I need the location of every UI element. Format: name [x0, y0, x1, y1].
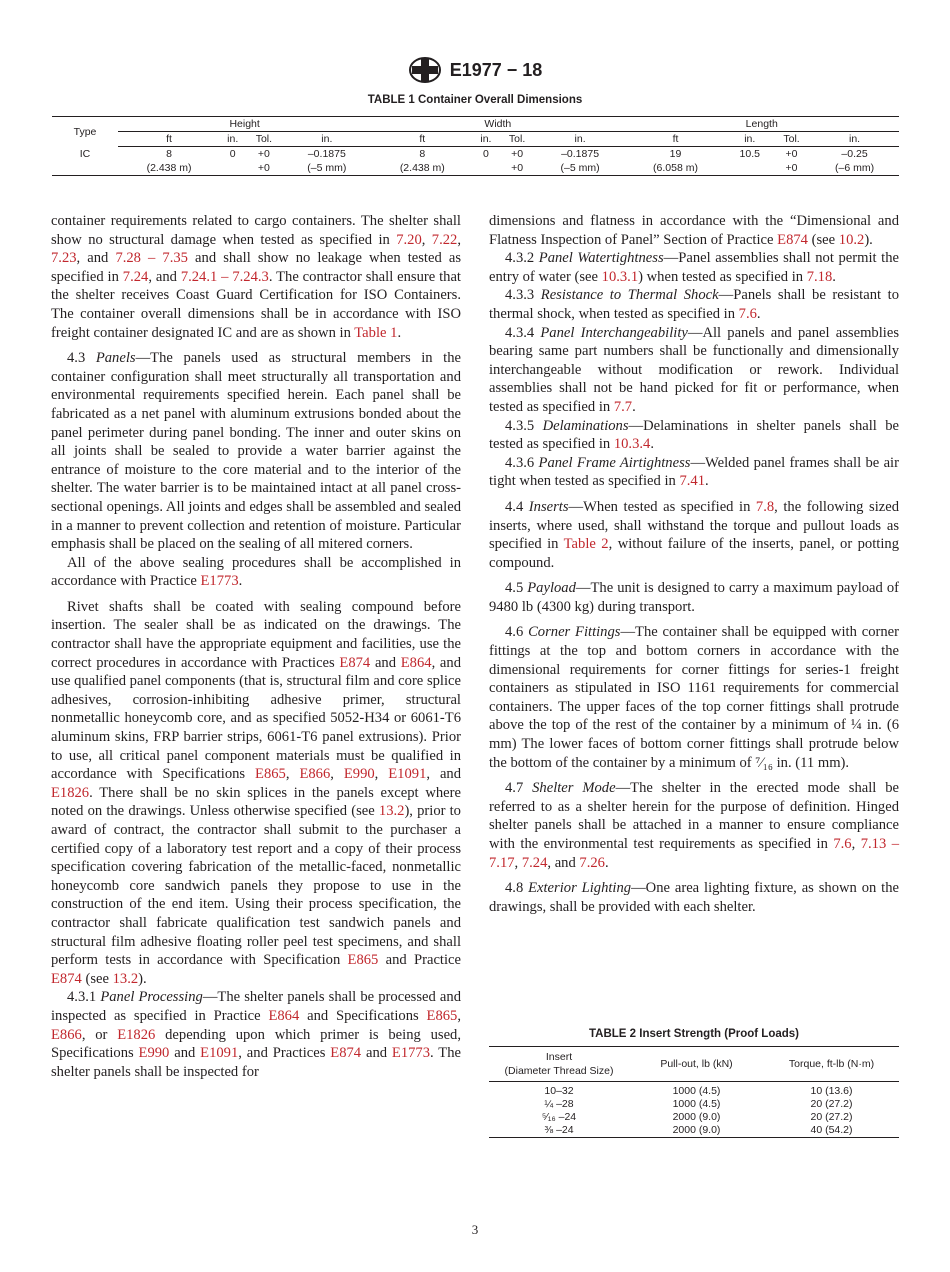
section-number: 4.5: [505, 580, 528, 597]
text-run: , and: [148, 268, 181, 285]
text-run: , or: [81, 1026, 118, 1043]
section-number: 4.6: [505, 624, 529, 641]
table2-cell: 1000 (4.5): [672, 1085, 721, 1097]
paragraph-4-3-3: [489, 286, 899, 323]
reference-link[interactable]: E874: [330, 1045, 362, 1062]
reference-link[interactable]: Table 2: [563, 536, 609, 553]
table1-cell: 10.5: [739, 148, 760, 160]
text-run: depending upon which primer is being used, Specifications: [51, 1026, 461, 1062]
table1-cell: +0: [511, 148, 524, 160]
table1-cell: [727, 161, 773, 176]
right-column: [489, 212, 899, 916]
table1-subheader: in.: [536, 132, 625, 147]
table1-subheader: Tol.: [245, 132, 282, 147]
reference-link[interactable]: 7.13 – 7.17: [489, 836, 900, 871]
text-run: (see: [807, 231, 839, 248]
section-title: Panel Processing: [100, 989, 203, 1006]
table1-subheader: in.: [220, 132, 245, 147]
reference-link[interactable]: 7.6: [738, 305, 757, 322]
text-run: ,: [330, 766, 344, 783]
table2-cell: ⁵⁄₁₆ –24: [541, 1111, 577, 1123]
table1-title: TABLE 1 Container Overall Dimensions: [367, 94, 583, 106]
table1-cell: (2.438 m): [371, 161, 473, 176]
reference-link[interactable]: E1826: [117, 1026, 156, 1043]
text-run: and: [370, 654, 401, 671]
table1-cell: 19: [669, 148, 682, 160]
section-title: Delaminations: [542, 417, 629, 434]
table1-subheader: in.: [473, 132, 498, 147]
table1-cell: –0.1875: [307, 148, 346, 160]
table2-header-insert: Insert (Diameter Thread Size): [489, 1047, 629, 1082]
text-run: , and use qualified panel components (that is, structural film and core splice adhesives, corrosion-inhibiting adhesive primer, structural nonmetallic honeycomb core, and as specified 5052-H34 or 6061-T6 aluminum skins, FRP barrier strips, 6061-T6 panel extrusions). Prior to use, all critical panel component materials must be qualified in accordance with Specifications: [51, 654, 461, 783]
reference-link[interactable]: 10.3.1: [601, 268, 639, 285]
section-number: 4.3.1: [67, 989, 101, 1006]
paragraph-4-3-2: [489, 249, 899, 286]
table1-cell: +0: [257, 148, 270, 160]
reference-link[interactable]: 7.18: [806, 268, 833, 285]
table2-cell: 20 (27.2): [810, 1111, 853, 1123]
text-run: Rivet shafts shall be coated with sealing compound before insertion. The sealer shall be as indicated on the drawings. The contractor shall have the appropriate equipment and facilities, use the correct procedures in accordance with Practices: [51, 598, 461, 671]
reference-link[interactable]: 7.26: [579, 854, 605, 871]
reference-link[interactable]: 10.2: [838, 231, 865, 248]
text-run: , without failure of the inserts, panel, or potting compound.: [489, 536, 899, 571]
reference-link[interactable]: 7.7: [613, 398, 633, 415]
table1-cell: (–5 mm): [536, 161, 625, 176]
reference-link[interactable]: 7.41: [679, 473, 706, 490]
table2-cell: 20 (27.2): [810, 1098, 853, 1110]
table1-row: [52, 161, 899, 176]
text-run: .: [632, 398, 636, 415]
reference-link[interactable]: 7.8: [755, 498, 775, 515]
section-number: 4.4: [505, 498, 529, 515]
table1-cell: [220, 161, 245, 176]
table1-cell: (2.438 m): [118, 161, 220, 176]
table1-cell: IC: [79, 147, 91, 160]
table1-cell: [52, 161, 118, 176]
table2-cell: 10–32: [544, 1085, 574, 1097]
paragraph-4-8-exterior-lighting: [489, 879, 899, 916]
table2-title: TABLE 2 Insert Strength (Proof Loads): [589, 1028, 799, 1040]
section-number: 4.3: [67, 350, 96, 367]
table1-group-length: Length: [624, 117, 899, 132]
text-run: .: [238, 573, 243, 590]
table1-cell: 8: [166, 148, 172, 160]
text-run: —Welded panel frames shall be air tight when tested as specified in: [489, 454, 899, 490]
text-run: and shall show no leakage when tested as specified in: [51, 250, 461, 285]
text-run: ,: [421, 231, 432, 248]
reference-link[interactable]: E874: [777, 231, 808, 248]
table1-cell: –0.1875: [561, 148, 600, 160]
reference-link[interactable]: 10.3.4: [613, 436, 651, 453]
table1-subheader: in.: [810, 132, 899, 147]
table1-cell: +0: [245, 161, 282, 176]
table1-subheader: ft: [371, 132, 473, 147]
text-run: ,: [457, 231, 461, 248]
table1-group-width: Width: [371, 117, 624, 132]
paragraph-shelter-requirements: [51, 212, 461, 342]
reference-link[interactable]: E866: [299, 766, 331, 783]
reference-link[interactable]: E874: [51, 970, 82, 987]
table2-cell: 10 (13.6): [810, 1085, 853, 1097]
paragraph-rivet-shafts: [51, 598, 461, 988]
text-run: . There shall be no skin splices in the panels except where noted on the drawings. Unless otherwise specified (see: [51, 784, 461, 820]
reference-link[interactable]: E990: [343, 766, 375, 783]
text-run: .: [650, 436, 654, 453]
section-title: Panel Frame Airtightness: [538, 454, 691, 471]
text-run: —The container shall be equipped with corner fittings at the top and bottom corners in accordance with the dimensional requirements for corner fittings for series-1 freight containers as stipulated in ISO 1161 requirements for commercial containers. The upper faces of the top corner fittings shall protrude above the top of the rest of the container by a minimum of ¼ in. (6 mm) The lower faces of bottom corner fittings shall protrude below the bottom of the container by a minimum of ⁷⁄₁₆ in. (11 mm).: [489, 624, 899, 771]
reference-link[interactable]: E865: [255, 766, 286, 783]
table1-row: [52, 147, 899, 162]
text-run: dimensions and flatness in accordance with the “Dimensional and Flatness Inspection of Panel” Section of Practice: [489, 213, 899, 248]
text-run: container requirements related to cargo containers. The shelter shall show no structural damage when tested as specified in: [51, 213, 461, 248]
reference-link[interactable]: E864: [400, 654, 432, 671]
section-title: Panel Interchangeability: [540, 324, 688, 341]
reference-link[interactable]: E1773: [200, 573, 239, 590]
reference-link[interactable]: E865: [347, 952, 379, 969]
section-title: Corner Fittings: [528, 624, 621, 641]
table1-cell: [473, 161, 498, 176]
table1-cell: 8: [419, 148, 426, 160]
text-run: and Practice: [378, 952, 461, 969]
table1-group-height: Height: [118, 117, 371, 132]
reference-link[interactable]: 7.28 – 7.35: [115, 250, 188, 267]
table2-row: [489, 1111, 899, 1124]
section-title: Panel Watertightness: [538, 250, 664, 267]
text-run: .: [832, 268, 836, 285]
page-number: 3: [471, 1222, 479, 1237]
paragraph-sealing-procedures: [51, 554, 461, 591]
section-number: 4.3.3: [505, 287, 541, 304]
reference-link[interactable]: 7.23: [51, 250, 77, 267]
left-column: [51, 212, 461, 1081]
table1-cell: –0.25: [841, 148, 868, 160]
text-run: .: [705, 473, 709, 490]
text-run: ,: [285, 766, 300, 783]
section-number: 4.7: [505, 780, 533, 797]
text-run: .: [604, 854, 609, 871]
table2-row: [489, 1098, 899, 1111]
reference-link[interactable]: E1091: [200, 1045, 239, 1062]
text-run: ,: [374, 766, 389, 783]
paragraph-dimensions-flatness: [489, 212, 899, 249]
reference-link[interactable]: E865: [426, 1007, 458, 1024]
reference-link[interactable]: 7.24: [122, 268, 149, 285]
text-run: , and: [76, 250, 116, 267]
text-run: (see: [81, 970, 113, 987]
section-title: Panels: [95, 350, 136, 367]
table1-cell: 0: [229, 148, 236, 160]
table1-cell: (–6 mm): [810, 161, 899, 176]
table1-subheader: Tol.: [773, 132, 810, 147]
table2-cell: ¼ –28: [544, 1098, 574, 1110]
section-text: —The panels used as structural members in the container configuration shall meet structurally all transportation and environmental requirements specified herein. Each panel shall be fabricated as a net panel with aluminum extrusions bonded about the panel perimeter during panel bonding. The inner and outer skins on all joints shall be sealed to provide a water barrier against the entrance of moisture to the core material and to the interior of the shelter. The water barrier is to be maintained intact at all panel cross-sectional openings. All joints and edges shall be assembled and sealed in a manner to prevent collection and retention of moisture. Particular emphasis shall be placed on the sealing of all mitered corners.: [51, 350, 462, 553]
table1-subheader: in.: [282, 132, 371, 147]
text-run: , and: [426, 766, 462, 783]
reference-link[interactable]: 13.2: [378, 803, 405, 820]
text-run: —The unit is designed to carry a maximum payload of 9480 lb (4300 kg) during transport.: [489, 580, 900, 615]
section-title: Inserts: [528, 498, 569, 515]
table2-cell: 1000 (4.5): [672, 1098, 721, 1110]
table1-cell: (6.058 m): [624, 161, 726, 176]
paragraph-4-3-4: [489, 324, 899, 417]
table1-subheader: Tol.: [499, 132, 536, 147]
table2-row: [489, 1082, 899, 1099]
paragraph-4-6-corner-fittings: [489, 623, 899, 772]
table1-subheader: ft: [624, 132, 726, 147]
astm-logo-icon: [408, 56, 442, 84]
table1-subheader: ft: [118, 132, 220, 147]
reference-link[interactable]: 7.6: [833, 836, 852, 852]
text-run: —All panels and panel assemblies bearing same part numbers shall be functionally and dimensionally interchangeable without modification or rework. Individual assemblies shall not be hand picked for fit or performance, when tested as specified in: [489, 324, 899, 415]
reference-link[interactable]: 7.24: [521, 854, 548, 871]
section-title: Exterior Lighting: [528, 880, 632, 897]
reference-link[interactable]: E864: [268, 1007, 300, 1024]
reference-link[interactable]: E866: [51, 1026, 82, 1043]
table1-type-header: Type: [52, 117, 118, 147]
section-title: Resistance to Thermal Shock: [540, 287, 719, 304]
reference-link[interactable]: E990: [138, 1045, 170, 1062]
text-run: —The shelter panels shall be processed and inspected as specified in Practice: [51, 989, 462, 1024]
reference-link[interactable]: E1773: [391, 1045, 431, 1062]
reference-link[interactable]: E874: [339, 654, 371, 671]
paragraph-4-3-1-panel-processing: [51, 988, 461, 1081]
table2-row: [489, 1124, 899, 1138]
text-run: ,: [851, 836, 861, 852]
section-number: 4.3.4: [505, 324, 541, 341]
table2-header-torque: Torque, ft-lb (N·m): [764, 1047, 899, 1082]
section-number: 4.3.2: [505, 250, 539, 267]
text-run: —One area lighting fixture, as shown on the drawings, shall be provided with each shelter.: [489, 880, 899, 915]
section-number: 4.3.6: [505, 454, 539, 471]
table2-cell: ⅜ –24: [489, 1124, 629, 1138]
text-run: , and Practices: [238, 1045, 331, 1062]
table1: [52, 116, 899, 176]
text-run: . The contractor shall ensure that the shelter receives Coast Guard Certification for ISO Containers. The container overall dimensions shall be in accordance with ISO freight container designated IC and are as shown in: [51, 268, 461, 341]
table2-cell: 2000 (9.0): [629, 1124, 764, 1138]
reference-link[interactable]: E1091: [388, 766, 427, 783]
table1-subheader: in.: [727, 132, 773, 147]
text-run: —Delaminations in shelter panels shall be tested as specified in: [489, 417, 899, 453]
text-run: .: [397, 324, 402, 341]
table2-cell: 40 (54.2): [764, 1124, 899, 1138]
table1-cell: +0: [499, 161, 536, 176]
text-run: —Panel assemblies shall not permit the entry of water (see: [489, 250, 900, 285]
table1-cell: +0: [773, 161, 810, 176]
section-title: Payload: [527, 580, 576, 597]
table2-header-pullout: Pull-out, lb (kN): [629, 1047, 764, 1082]
section-number: 4.8: [505, 880, 529, 897]
text-run: , the following sized inserts, where used, shall withstand the torque and pullout loads as specified in: [489, 498, 899, 553]
paragraph-4-3-5: [489, 417, 899, 454]
text-run: ,: [457, 1007, 461, 1024]
text-run: and: [169, 1045, 201, 1062]
text-run: . The shelter panels shall be inspected for: [51, 1045, 461, 1080]
paragraph-4-3-panels: [51, 349, 461, 554]
paragraph-4-3-6: [489, 454, 899, 491]
text-run: ) when tested as specified in: [638, 268, 807, 285]
text-run: and Specifications: [299, 1007, 427, 1024]
reference-link[interactable]: 7.22: [431, 231, 458, 248]
text-run: .: [756, 305, 761, 322]
text-run: All of the above sealing procedures shall be accomplished in accordance with Practice: [51, 554, 461, 590]
text-run: ).: [138, 970, 147, 987]
reference-link[interactable]: 7.24.1 – 7.24.3: [180, 268, 269, 285]
text-run: and: [361, 1045, 392, 1062]
paragraph-4-7-shelter-mode: [489, 779, 899, 872]
reference-link[interactable]: E1826: [51, 784, 90, 801]
reference-link[interactable]: 7.20: [396, 231, 422, 248]
text-run: ).: [864, 231, 873, 248]
section-number: 4.3.5: [505, 417, 543, 434]
table1-cell: (–5 mm): [282, 161, 371, 176]
document-id: E1977 − 18: [449, 59, 543, 80]
table1-cell: +0: [785, 148, 798, 160]
document-header: [0, 56, 950, 84]
paragraph-4-4-inserts: [489, 498, 899, 572]
text-run: —When tested as specified in: [568, 498, 756, 515]
table1-cell: 0: [483, 148, 489, 160]
table2-cell: 2000 (9.0): [672, 1111, 721, 1123]
reference-link[interactable]: Table 1: [354, 324, 398, 341]
text-run: ), prior to award of contract, the contractor shall submit to the purchaser a certified copy of a laboratory test report and a copy of their process specification covering fabrication of the metallic-faced, nonmetallic honeycomb core sandwich panels they propose to use in the construction of the end item. Using their process specification, the contractor shall fabricate qualification test sandwich panels and structural film adhesive floating roller peel test specimens, and shall perform tests in accordance with Specification: [51, 803, 461, 969]
section-title: Shelter Mode: [532, 780, 616, 797]
paragraph-4-5-payload: [489, 579, 899, 616]
table2: [489, 1046, 899, 1138]
text-run: , and: [547, 854, 580, 871]
text-run: —Panels shall be resistant to thermal shock, when tested as specified in: [489, 287, 899, 322]
text-run: —The shelter in the erected mode shall be referred to as a shelter herein for the purpose of definition. Hinged shelter panels shall be attached in a manner to ensure compliance with the environmental test requirements as specified in: [489, 780, 899, 852]
text-run: ,: [514, 854, 522, 871]
reference-link[interactable]: 13.2: [112, 970, 139, 987]
